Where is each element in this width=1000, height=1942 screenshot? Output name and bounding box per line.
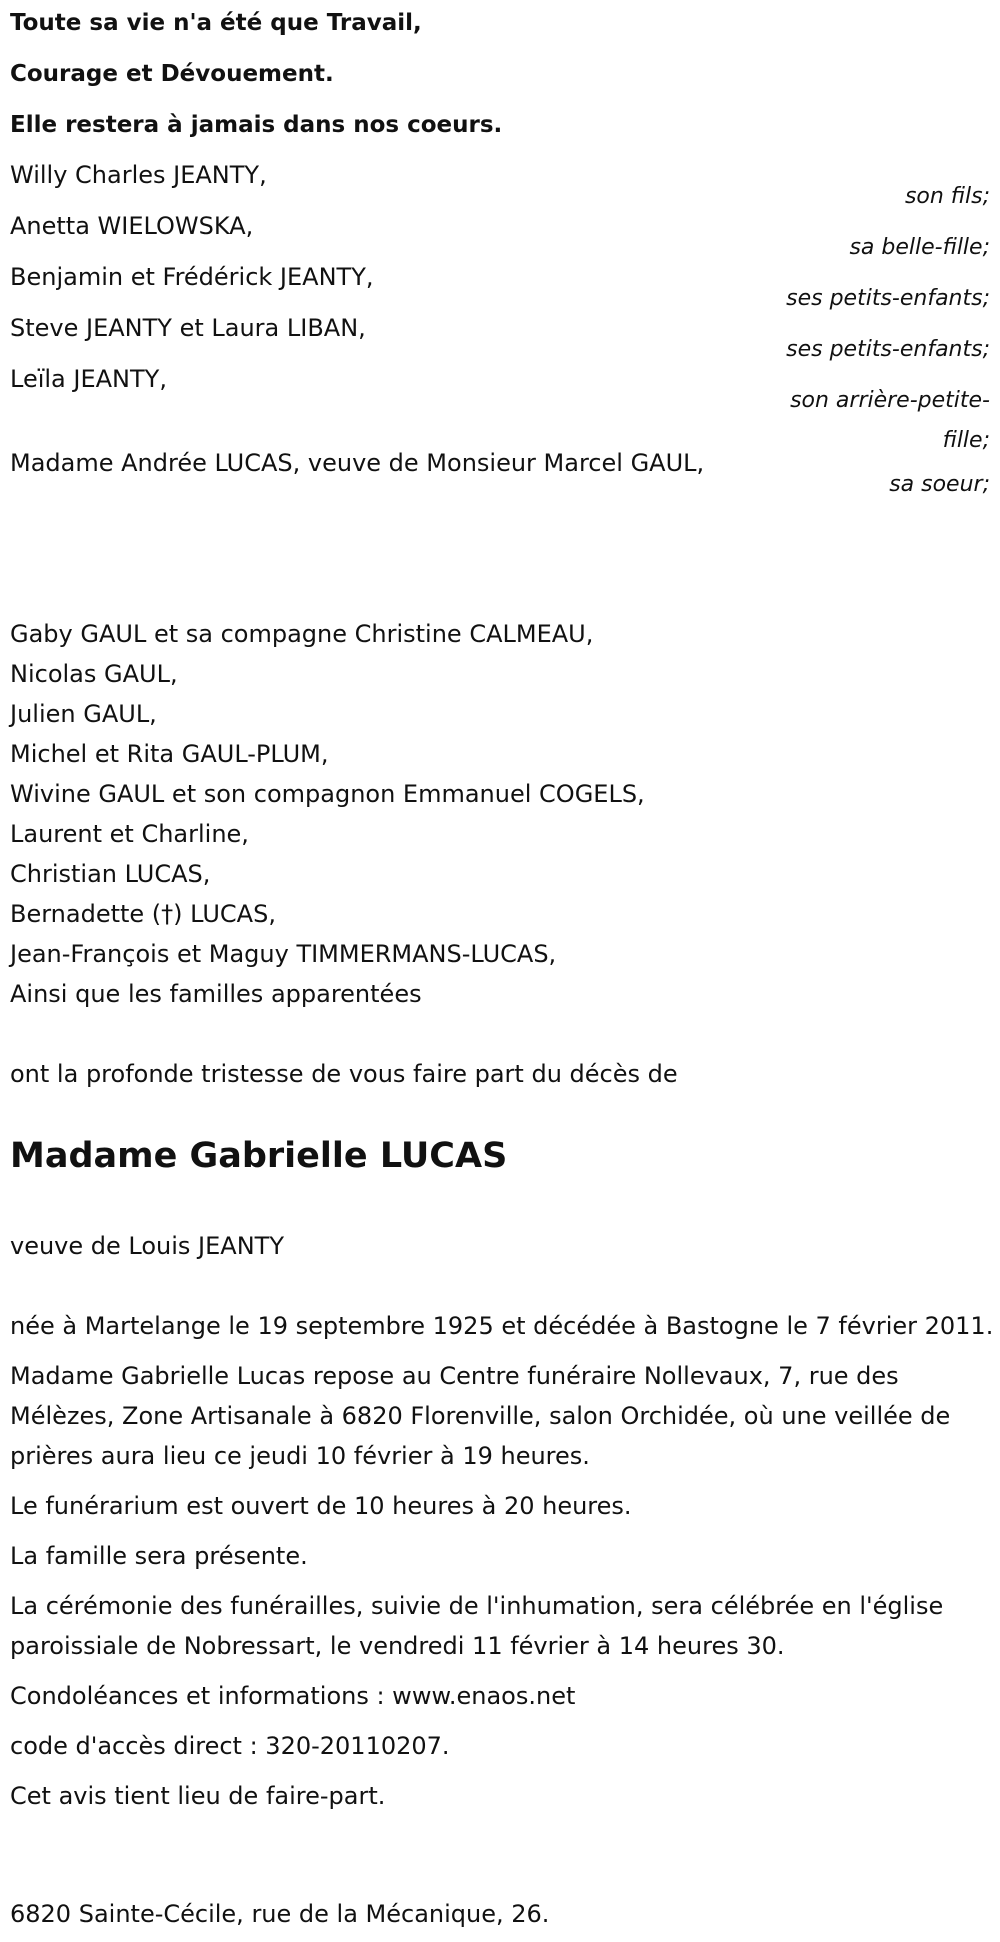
condolences-info: Condoléances et informations : www.enaos.net — [10, 1682, 576, 1710]
family-member: Ainsi que les familles apparentées — [10, 980, 422, 1008]
family-address: 6820 Sainte-Cécile, rue de la Mécanique, 26. — [10, 1900, 550, 1928]
widow-of-text: veuve de Louis JEANTY — [10, 1232, 284, 1260]
family-member: Nicolas GAUL, — [10, 660, 178, 688]
relative-entry — [10, 211, 1000, 263]
relative-role: ses petits-enfants; — [786, 286, 990, 311]
family-member: Laurent et Charline, — [10, 820, 249, 848]
relative-name: Willy Charles JEANTY, — [10, 161, 267, 189]
relative-role: son fils; — [904, 184, 990, 209]
relative-name: Anetta WIELOWSKA, — [10, 212, 254, 240]
relative-entry — [10, 448, 1000, 500]
ceremony-paragraph: La cérémonie des funérailles, suivie de l'inhumation, sera célébrée en l'église paroissiale de Nobressart, le vendredi 11 février à 14 heures 30. — [10, 1592, 944, 1660]
visitation-paragraph: Madame Gabrielle Lucas repose au Centre funéraire Nollevaux, 7, rue des Mélèzes, Zone Artisanale à 6820 Florenville, salon Orchidée, où une veillée de prières aura lieu ce jeudi 10 février à 19 heures. — [10, 1362, 951, 1470]
family-list — [10, 614, 1000, 1014]
notice-disclaimer: Cet avis tient lieu de faire-part. — [10, 1782, 386, 1810]
motto-line: Toute sa vie n'a été que Travail, — [10, 10, 422, 36]
relative-role: sa belle-fille; — [849, 235, 990, 260]
details-section — [10, 1306, 995, 1816]
relative-role: sa soeur; — [889, 472, 990, 497]
relative-name: Madame Andrée LUCAS, veuve de Monsieur Marcel GAUL, — [10, 449, 705, 477]
relative-role: ses petits-enfants; — [786, 337, 990, 362]
relative-name: Benjamin et Frédérick JEANTY, — [10, 263, 374, 291]
motto — [10, 10, 1000, 138]
deceased-name: Madame Gabrielle LUCAS — [10, 1136, 508, 1176]
family-member: Julien GAUL, — [10, 700, 157, 728]
motto-line: Elle restera à jamais dans nos coeurs. — [10, 112, 503, 138]
relative-role: son arrière-petite-fille; — [790, 388, 990, 453]
family-member: Gaby GAUL et sa compagne Christine CALMEAU, — [10, 620, 594, 648]
access-code: code d'accès direct : 320-20110207. — [10, 1732, 450, 1760]
family-member: Wivine GAUL et son compagnon Emmanuel COGELS, — [10, 780, 645, 808]
motto-line: Courage et Dévouement. — [10, 61, 334, 87]
relative-entry — [10, 364, 1000, 453]
family-member: Christian LUCAS, — [10, 860, 211, 888]
relative-entry — [10, 262, 1000, 314]
relative-entry — [10, 313, 1000, 365]
relative-entry — [10, 160, 1000, 212]
family-member: Jean-François et Maguy TIMMERMANS-LUCAS, — [10, 940, 557, 968]
funerarium-hours: Le funérarium est ouvert de 10 heures à 20 heures. — [10, 1492, 632, 1520]
obituary-notice — [0, 10, 1000, 1928]
announcement-text: ont la profonde tristesse de vous faire part du décès de — [10, 1060, 678, 1088]
family-member: Michel et Rita GAUL-PLUM, — [10, 740, 329, 768]
relative-name: Steve JEANTY et Laura LIBAN, — [10, 314, 366, 342]
family-member: Bernadette (†) LUCAS, — [10, 900, 276, 928]
family-presence: La famille sera présente. — [10, 1542, 308, 1570]
relative-name: Leïla JEANTY, — [10, 365, 167, 393]
birth-death-paragraph: née à Martelange le 19 septembre 1925 et décédée à Bastogne le 7 février 2011. — [10, 1312, 994, 1340]
